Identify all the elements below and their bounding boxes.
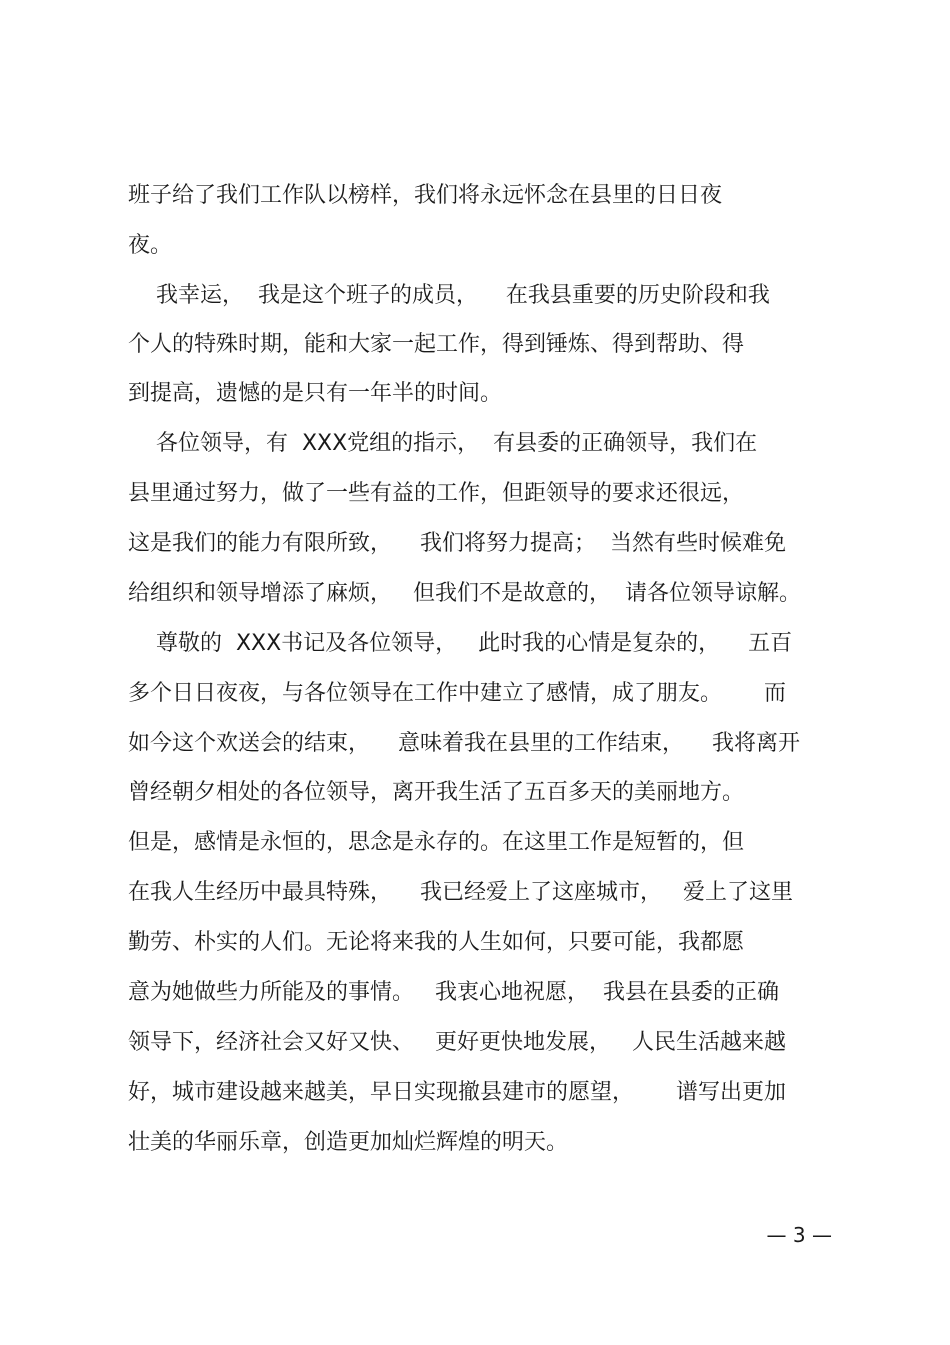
text-line: 夜。 (128, 233, 173, 258)
text-line: 县里通过努力，做了一些有益的工作，但距领导的要求还很远， (128, 481, 745, 506)
text-line: 曾经朝夕相处的各位领导，离开我生活了五百多天的美丽地方。 (128, 780, 745, 805)
text-line: 到提高，遗憾的是只有一年半的时间。 (128, 381, 503, 406)
text-line: 这是我们的能力有限所致， 我们将努力提高； 当然有些时候难免 (128, 531, 786, 556)
text-line: 如今这个欢送会的结束， 意味着我在县里的工作结束， 我将离开 (128, 731, 800, 756)
page-number: — 3 — (766, 1223, 832, 1247)
text-line: 在我人生经历中最具特殊， 我已经爱上了这座城市， 爱上了这里 (128, 880, 793, 905)
text-line: 个人的特殊时期，能和大家一起工作，得到锤炼、得到帮助、得 (128, 332, 745, 357)
text-line: 多个日日夜夜，与各位领导在工作中建立了感情，成了朋友。 而 (128, 681, 786, 706)
text-line: 好，城市建设越来越美，早日实现撤县建市的愿望， 谱写出更加 (128, 1080, 786, 1105)
text-line: 我幸运， 我是这个班子的成员， 在我县重要的历史阶段和我 (128, 283, 770, 308)
text-line: 壮美的华丽乐章，创造更加灿烂辉煌的明天。 (128, 1130, 569, 1155)
text-line: 但是，感情是永恒的，思念是永存的。在这里工作是短暂的，但 (128, 830, 745, 855)
text-line: 给组织和领导增添了麻烦， 但我们不是故意的， 请各位领导谅解。 (128, 581, 801, 606)
text-line: 各位领导，有 XXX党组的指示， 有县委的正确领导，我们在 (128, 431, 758, 456)
text-line: 领导下，经济社会又好又快、 更好更快地发展， 人民生活越来越 (128, 1030, 786, 1055)
text-line: 勤劳、朴实的人们。无论将来我的人生如何，只要可能，我都愿 (128, 930, 745, 955)
text-line: 意为她做些力所能及的事情。 我衷心地祝愿， 我县在县委的正确 (128, 980, 779, 1005)
text-line: 尊敬的 XXX书记及各位领导， 此时我的心情是复杂的， 五百 (128, 631, 793, 656)
text-line: 班子给了我们工作队以榜样，我们将永远怀念在县里的日日夜 (128, 183, 723, 208)
